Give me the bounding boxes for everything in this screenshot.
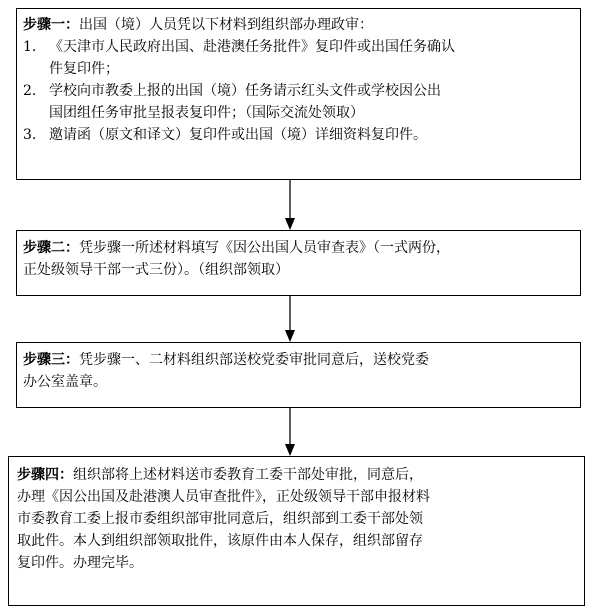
step-2-box [16, 230, 581, 296]
item-line: 学校向市教委上报的出国（境）任务请示红头文件或学校因公出 [49, 83, 441, 99]
step-1-item-3 [23, 124, 574, 146]
step-4-line-5: 复印件。办理完毕。 [17, 555, 143, 571]
step-3-title: 步骤三： [23, 352, 79, 368]
step-1-header [23, 14, 574, 36]
step-text: 凭步骤一、二材料组织部送校党委审批同意后，送校党委 [79, 352, 429, 368]
arrow-down-icon [283, 180, 297, 230]
item-line: 《天津市人民政府出国、赴港澳任务批件》复印件或出国任务确认 [49, 39, 455, 55]
step-3-box [16, 342, 581, 408]
step-text: 组织部将上述材料送市委教育工委干部处审批，同意后， [73, 467, 423, 483]
step-4-line-3: 市委教育工委上报市委组织部审批同意后，组织部到工委干部处领 [17, 511, 423, 527]
step-3-line-2: 办公室盖章。 [23, 374, 107, 390]
step-1-item-2 [23, 80, 574, 124]
step-2-line-2: 正处级领导干部一式三份）。（组织部领取） [23, 262, 289, 278]
step-1-item-1 [23, 36, 574, 80]
item-number: 1. [23, 39, 37, 55]
step-4-box [8, 456, 585, 606]
step-text: 凭步骤一所述材料填写《因公出国人员审查表》（一式两份， [79, 240, 450, 256]
arrow-down-icon [283, 296, 297, 342]
item-number: 2. [23, 83, 37, 99]
step-4-title: 步骤四： [17, 467, 73, 483]
item-line: 邀请函（原文和译文）复印件或出国（境）详细资料复印件。 [49, 127, 427, 143]
item-line: 国团组任务审批呈报表复印件；（国际交流处领取） [49, 105, 364, 121]
step-2-line-1 [23, 237, 574, 259]
step-2-title: 步骤二： [23, 240, 79, 256]
step-4-line-4: 取此件。本人到组织部领取批件，该原件由本人保存，组织部留存 [17, 533, 423, 549]
step-3-line-1 [23, 349, 574, 371]
arrow-down-icon [283, 408, 297, 456]
step-4-line-1 [17, 464, 576, 486]
item-line: 件复印件； [49, 61, 119, 77]
step-1-box [16, 8, 581, 180]
step-1-intro: 出国（境）人员凭以下材料到组织部办理政审： [79, 17, 373, 33]
item-number: 3. [23, 127, 37, 143]
step-4-line-2: 办理《因公出国及赴港澳人员审查批件》，正处级领导干部申报材料 [17, 489, 430, 505]
step-1-title: 步骤一： [23, 17, 79, 33]
